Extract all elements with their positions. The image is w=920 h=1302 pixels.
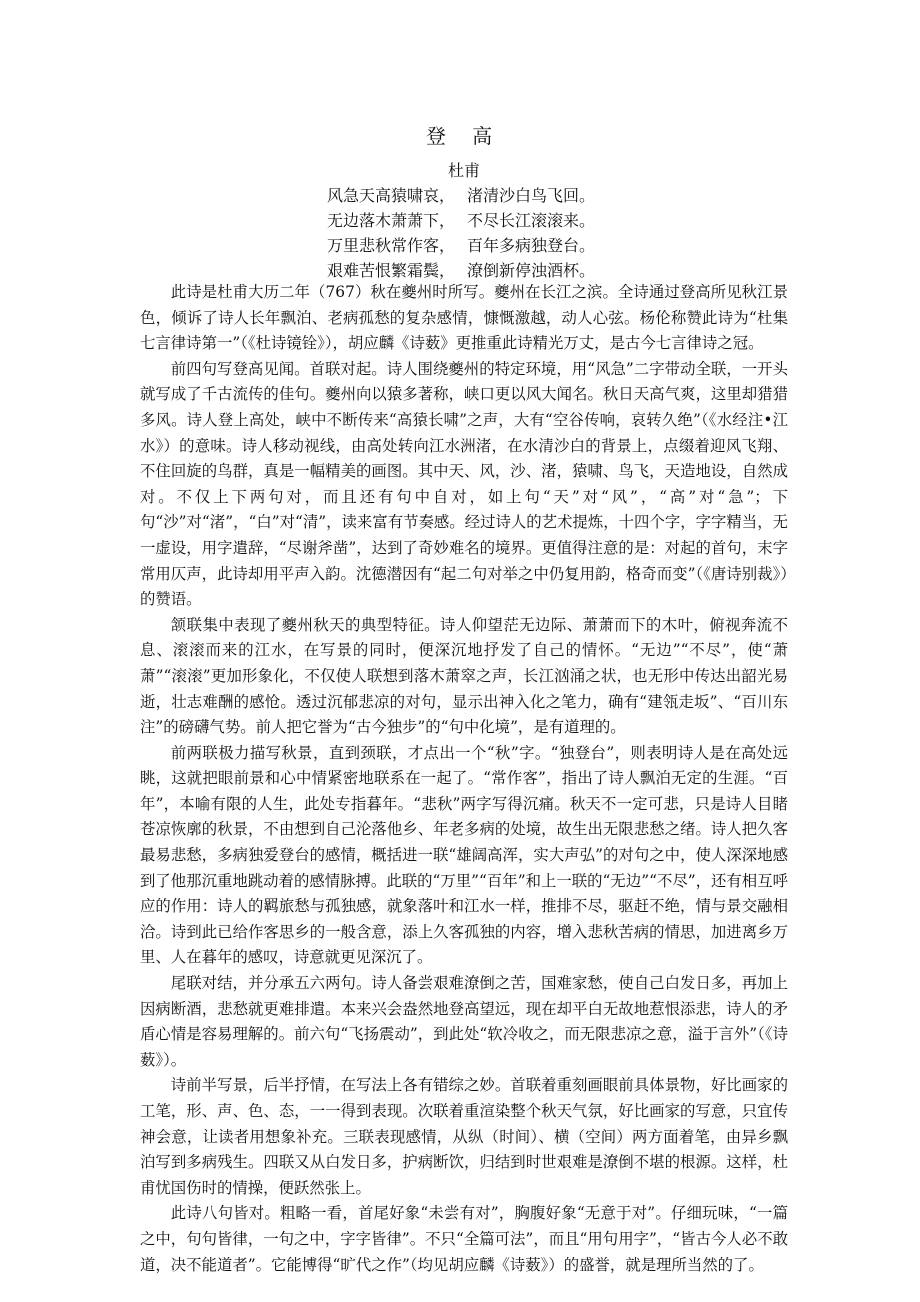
poem-line-second-half: 百年多病独登台。 <box>467 236 596 255</box>
poem-line-second-half: 渚清沙白鸟飞回。 <box>467 186 596 205</box>
commentary-paragraph: 前四句写登高见闻。首联对起。诗人围绕夔州的特定环境，用“风急”二字带动全联，一开头就写成了千古流传的佳句。夔州向以猿多著称，峡口更以风大闻名。秋日天高气爽，这里却猎猎多风。诗人登上高处，峡中不断传来“高猿长啸”之声，大有“空谷传响，哀转久绝”（《水经注•江水》）的意味。诗人移动视线，由高处转向江水洲渚，在水清沙白的背景上，点缀着迎风飞翔、不住回旋的鸟群，真是一幅精美的画图。其中天、风，沙、渚，猿啸、鸟飞，天造地设，自然成对。不仅上下两句对，而且还有句中自对，如上句“天”对“风”，“高”对“急”；下句“沙”对“渚”，“白”对“清”，读来富有节奏感。经过诗人的艺术提炼，十四个字，字字精当，无一虚设，用字遣辞，“尽谢斧凿”，达到了奇妙难名的境界。更值得注意的是：对起的首句，末字常用仄声，此诗却用平声入韵。沈德潜因有“起二句对举之中仍复用韵，格奇而变”（《唐诗别裁》）的赞语。 <box>140 359 788 609</box>
poem-line-first-half: 无边落木萧萧下， <box>327 211 456 230</box>
commentary-paragraph: 尾联对结，并分承五六两句。诗人备尝艰难潦倒之苦，国难家愁，使自己白发日多，再加上因病断酒，悲愁就更难排遣。本来兴会盎然地登高望远，现在却平白无故地惹恨添悲，诗人的矛盾心情是容易理解的。前六句“飞扬震动”，到此处“软冷收之，而无限悲凉之意，溢于言外”（《诗薮》）。 <box>140 974 788 1069</box>
commentary-paragraph: 颔联集中表现了夔州秋天的典型特征。诗人仰望茫无边际、萧萧而下的木叶，俯视奔流不息、滚滚而来的江水，在写景的同时，便深沉地抒发了自己的情怀。“无边”“不尽”，使“萧萧”“滚滚”更加形象化，不仅使人联想到落木萧窣之声，长江汹涌之状，也无形中传达出韶光易逝，壮志难酬的感怆。透过沉郁悲凉的对句，显示出神入化之笔力，确有“建瓴走坂”、“百川东注”的磅礴气势。前人把它誉为“古今独步”的“句中化境”，是有道理的。 <box>140 615 788 737</box>
poem-line <box>327 233 627 258</box>
poem-line-second-half: 不尽长江滚滚来。 <box>467 211 596 230</box>
commentary-paragraph: 此诗是杜甫大历二年（767）秋在夔州时所写。夔州在长江之滨。全诗通过登高所见秋江景色，倾诉了诗人长年飘泊、老病孤愁的复杂感情，慷慨激越，动人心弦。杨伦称赞此诗为“杜集七言律诗第一”（《杜诗镜铨》），胡应麟《诗薮》更推重此诗精光万丈，是古今七言律诗之冠。 <box>140 283 788 353</box>
poem-line-second-half: 潦倒新停浊酒杯。 <box>467 261 596 280</box>
poem-line <box>327 183 627 208</box>
commentary <box>140 280 788 1278</box>
poem-line <box>327 208 627 233</box>
poem-author: 杜甫 <box>447 161 480 180</box>
poem-line-first-half: 风急天高猿啸哀， <box>327 186 456 205</box>
commentary-paragraph: 诗前半写景，后半抒情，在写法上各有错综之妙。首联着重刻画眼前具体景物，好比画家的工笔，形、声、色、态，一一得到表现。次联着重渲染整个秋天气氛，好比画家的写意，只宜传神会意，让读者用想象补充。三联表现感情，从纵（时间）、横（空间）两方面着笔，由异乡飘泊写到多病残生。四联又从白发日多，护病断饮，归结到时世艰难是潦倒不堪的根源。这样，杜甫忧国伤时的情操，便跃然张上。 <box>140 1076 788 1197</box>
poem-line-first-half: 万里悲秋常作客， <box>327 236 456 255</box>
commentary-paragraph: 前两联极力描写秋景，直到颈联，才点出一个“秋”字。“独登台”，则表明诗人是在高处远眺，这就把眼前景和心中情紧密地联系在一起了。“常作客”，指出了诗人飘泊无定的生涯。“百年”，本喻有限的人生，此处专指暮年。“悲秋”两字写得沉痛。秋天不一定可悲，只是诗人目睹苍凉恢廓的秋景，不由想到自己沦落他乡、年老多病的处境，故生出无限悲愁之绪。诗人把久客最易悲愁，多病独爱登台的感情，概括进一联“雄阔高浑，实大声弘”的对句之中，使人深深地感到了他那沉重地跳动着的感情脉搏。此联的“万里”“百年”和上一联的“无边”“不尽”，还有相互呼应的作用：诗人的羁旅愁与孤独感，就象落叶和江水一样，推排不尽，驱赶不绝，情与景交融相洽。诗到此已给作客思乡的一般含意，添上久客孤独的内容，增入悲秋苦病的情思，加进离乡万里、人在暮年的感叹，诗意就更见深沉了。 <box>140 743 788 967</box>
commentary-paragraph: 此诗八句皆对。粗略一看，首尾好象“未尝有对”，胸腹好象“无意于对”。仔细玩味，“一篇之中，句句皆律，一句之中，字字皆律”。不只“全篇可法”，而且“用句用字”，“皆古今人必不敢道，决不能道者”。它能博得“旷代之作”（均见胡应麟《诗薮》）的盛誉，就是理所当然的了。 <box>140 1204 788 1274</box>
poem-title: 登 高 <box>425 124 503 148</box>
poem-body <box>327 183 627 283</box>
poem-line-first-half: 艰难苦恨繁霜鬓， <box>327 261 456 280</box>
